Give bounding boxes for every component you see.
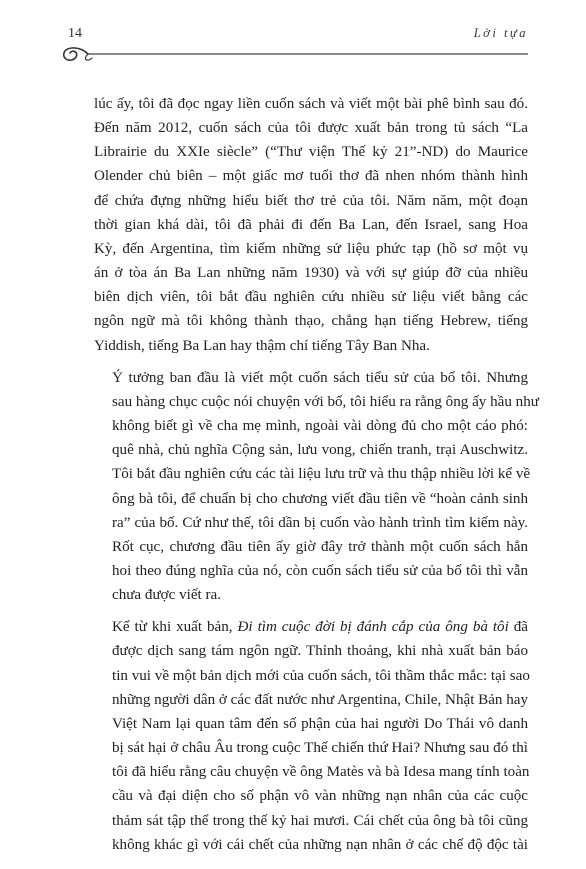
paragraph: [94, 92, 528, 358]
text-line: bị sát hại ở châu Âu trong cuộc Thế chiến thứ Hai? Nhưng sau đó thì: [112, 740, 528, 757]
text-line: Librairie du XXIe siècle” (“Thư viện Thế kỷ 21”-ND) do Maurice: [94, 144, 528, 161]
page-number: 14: [68, 26, 82, 41]
text-line: thảm sát tập thể trong thế kỷ hai mươi. Cái chết của ông bà tôi cũng: [112, 812, 528, 829]
text-line: ngôn ngữ mà tôi không thành thạo, chẳng hạn tiếng Hebrew, tiếng: [94, 313, 528, 330]
text-run: đã: [508, 619, 529, 636]
text-line: án ở tòa án Ba Lan những năm 1930) và với sự giúp đỡ của nhiều: [94, 265, 528, 282]
text-line: để chứa đựng những hiểu biết thơ trẻ của tôi. Năm năm, một đoạn: [94, 192, 528, 209]
text-line: Olender chủ biên – một giấc mơ tuổi thơ đã nhen nhóm thành hình: [94, 168, 528, 185]
text-line: Ý tưởng ban đầu là viết một cuốn sách tiểu sử của bố tôi. Nhưng: [112, 369, 528, 386]
text-line: chưa được viết ra.: [112, 587, 221, 604]
text-line: Đến năm 2012, cuốn sách của tôi được xuất bản trong tủ sách “La: [94, 120, 528, 137]
body-text: [94, 92, 539, 865]
page-header: [58, 18, 528, 64]
text-line: được dịch sang tám ngôn ngữ. Thỉnh thoảng, khi nhà xuất bản báo: [112, 643, 528, 660]
text-line: ông bà tôi, để chuẩn bị cho chương viết đầu tiên về “hoàn cảnh sinh: [112, 490, 528, 507]
text-line: thời gian khá dài, tôi đã phải đi đến Ba Lan, đến Israel, sang Hoa: [94, 216, 528, 233]
text-line: Rốt cục, chương đầu tiên ấy giờ đây trở thành một cuốn sách hẳn: [112, 538, 528, 555]
text-line: không biết gì về cha mẹ mình, ngoài vài dòng đủ cho một cáo phó:: [112, 418, 528, 435]
text-line: quê nhà, chủ nghĩa Cộng sản, lưu vong, chiến tranh, trại Auschwitz.: [112, 442, 528, 459]
header-ornament-rule: [58, 40, 528, 64]
text-line: ra” của bố. Cứ như thế, tôi dần bị cuốn vào hành trình tìm kiếm này.: [112, 514, 528, 531]
text-line: sau hàng chục cuộc nói chuyện với bố, tôi hiểu ra rằng ông ấy hầu như: [112, 393, 539, 410]
text-line: [94, 615, 528, 639]
text-line: Kỳ, đến Argentina, tìm kiếm những sử liệu phức tạp (hồ sơ một vụ: [94, 240, 528, 257]
text-line: biên dịch viên, tôi bắt đầu nghiên cứu nhiều sử liệu viết bằng các: [94, 289, 528, 306]
text-line: không khác gì với cái chết của những nạn nhân ở các chế độ độc tài: [112, 836, 528, 853]
paragraph: [94, 366, 539, 608]
text-line: Tôi bắt đầu nghiên cứu các tài liệu lưu trữ và thu thập nhiều lời kể về: [112, 466, 531, 483]
paragraph: [94, 615, 528, 857]
text-line: tin vui về một bản dịch mới của cuốn sách, tôi thầm thắc mắc: tại sao: [112, 667, 530, 684]
text-line: tôi đã hiểu rằng câu chuyện về ông Matès và bà Idesa mang tính toàn: [112, 764, 530, 781]
text-line: Việt Nam lại quan tâm đến số phận của hai người Do Thái vô danh: [112, 715, 528, 732]
running-title: Lời tựa: [473, 26, 528, 40]
text-line: lúc ấy, tôi đã đọc ngay liền cuốn sách và viết một bài phê bình sau đó.: [94, 96, 528, 112]
text-run: Kể từ khi xuất bản,: [112, 619, 238, 636]
book-title: Đi tìm cuộc đời bị đánh cắp của ông bà tôi: [237, 619, 509, 636]
text-line: những người dân ở các đất nước như Argentina, Chile, Nhật Bản hay: [112, 691, 529, 708]
text-line: hoi theo đúng nghĩa của nó, còn cuốn sách tiểu sử của bố tôi thì vẫn: [112, 562, 528, 579]
text-line: Yiddish, tiếng Ba Lan hay thậm chí tiếng Tây Ban Nha.: [94, 337, 430, 354]
text-line: cầu và đại diện cho số phận vô vàn những nạn nhân của các cuộc: [112, 788, 528, 805]
